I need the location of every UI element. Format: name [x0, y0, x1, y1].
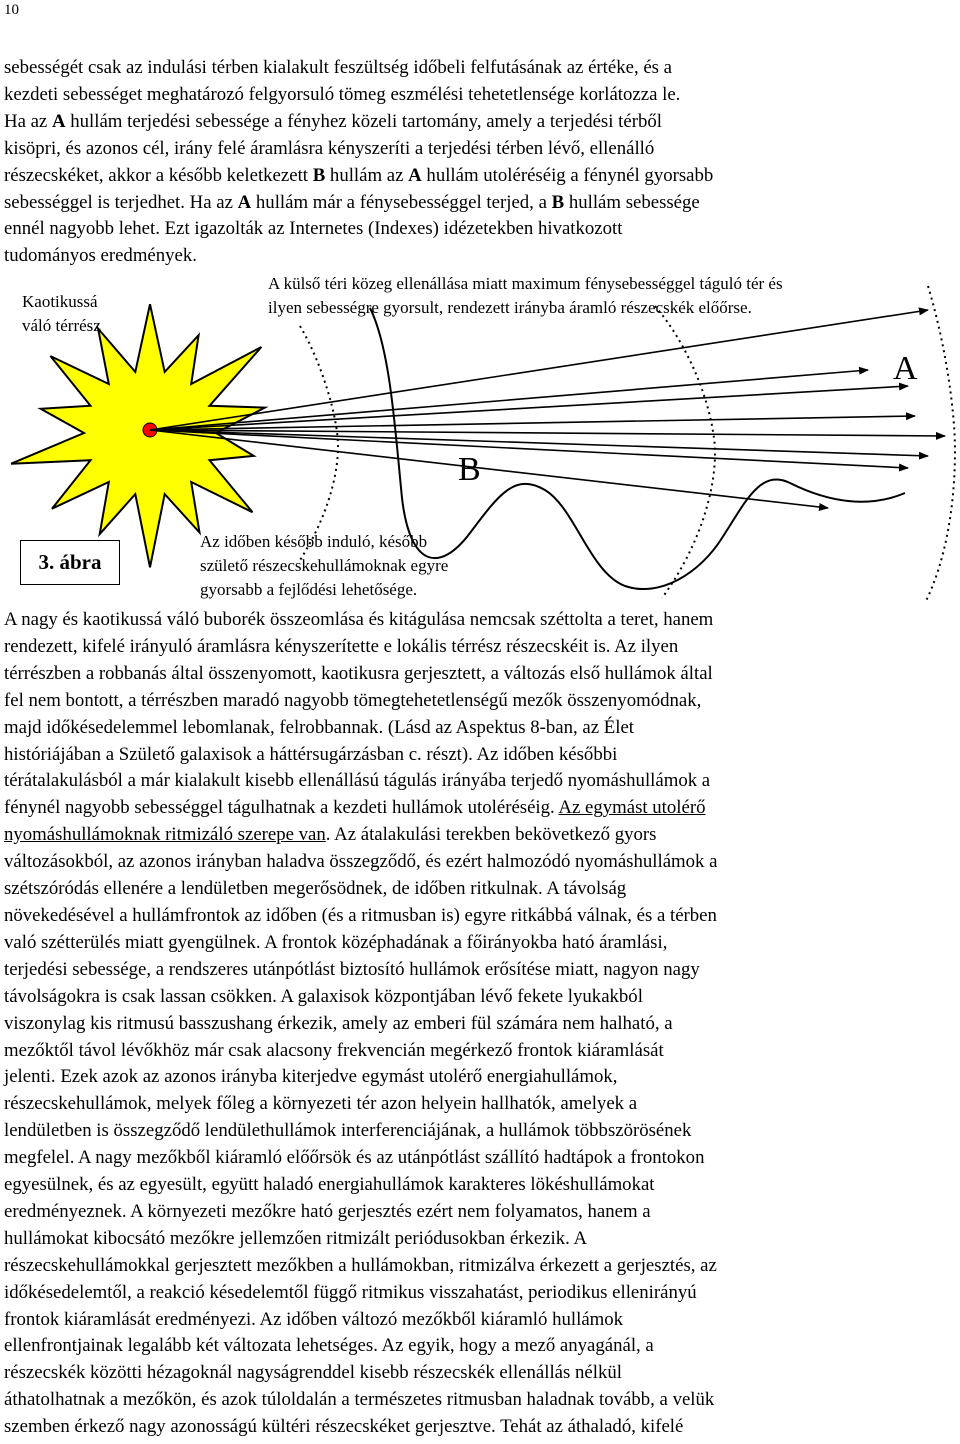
outer-medium-label-line1: A külső téri közeg ellenállása miatt maximum fénysebességgel táguló tér és: [268, 274, 783, 293]
wave-b-label: B: [458, 451, 481, 488]
text-line: [4, 661, 956, 688]
propagation-arrow: [150, 370, 868, 430]
text-line: [4, 607, 956, 634]
text-segment: kisöpri, és azonos cél, irány felé áramlásra kényszeríti a terjedési térben lévő, ellenálló: [4, 137, 655, 159]
text-segment: kezdeti sebességet meghatározó felgyorsuló tömeg eszmélési tehetetlensége korlátozza le.: [4, 83, 681, 105]
bold-wave-letter: A: [237, 191, 252, 213]
text-segment: hullám már a fénysebességgel terjed, a: [251, 191, 552, 213]
text-segment: változásokból, az azonos irányban haladva összegződő, és ezért halmozódó nyomáshullámok a: [4, 851, 718, 873]
text-segment: majd időkésedelemmel lebomlanak, felrobbannak. (Lásd az Aspektus 8-ban, az Élet: [4, 716, 634, 738]
text-segment: hullám sebessége: [564, 191, 700, 213]
text-line: [4, 1038, 956, 1065]
figure-caption-line1: Az időben később induló, később: [200, 532, 428, 551]
text-line: [4, 768, 956, 795]
wave-b-line: [370, 308, 905, 589]
underlined-text: Az egymást utolérő: [558, 797, 706, 819]
text-segment: ellenfrontjainak legalább két változata lehetséges. Az egyik, hogy a mező anyagánál, a: [4, 1335, 654, 1357]
text-segment: . Az átalakulási terekben bekövetkező gyors: [325, 824, 657, 846]
text-segment: mezőktől távol lévőkhöz már csak alacsony frekvencián megérkező frontok kiáramlását: [4, 1039, 664, 1061]
text-line: [4, 1387, 956, 1414]
text-segment: szemben érkező nagy azonosságú kültéri részecskéket gerjesztve. Tehát az áthaladó, kifelé: [4, 1416, 684, 1438]
text-line: [4, 1199, 956, 1226]
text-segment: históriájában a Születő galaxisok a háttérsugárzásban c. részt). Az időben későbbi: [4, 743, 618, 765]
text-segment: jelenti. Ezek azok az azonos irányba kiterjedve egymást utolérő energiahullámok,: [4, 1066, 618, 1088]
text-segment: részecskék közötti hézagoknál nagyságrenddel kisebb részecskék ellenállás nélkül: [4, 1362, 622, 1384]
text-segment: áthatolhatnak a mezőkön, és azok túloldalán a természetes ritmusban haladnak tovább, a velük: [4, 1389, 715, 1411]
text-segment: részecskéket, akkor a később keletkezett: [4, 164, 313, 186]
text-segment: sebességgel is terjedhet. Ha az: [4, 191, 238, 213]
propagation-arrow: [150, 430, 908, 468]
wave-a-label: A: [893, 350, 918, 387]
text-line: [4, 1360, 956, 1387]
text-line: [4, 109, 956, 136]
text-line: [4, 957, 956, 984]
text-segment: lendületben is összegződő lendülethullámok interferenciájának, a hullámok többszörösének: [4, 1120, 692, 1142]
page-number: 10: [4, 2, 19, 18]
text-segment: szétszóródás ellenére a lendületben megerősödnek, de időben ritkulnak. A távolság: [4, 878, 627, 900]
propagation-arrow: [150, 310, 928, 430]
underlined-text: nyomáshullámoknak ritmizáló szerepe van: [4, 824, 326, 846]
chaotic-label-line2: váló térrész: [22, 316, 101, 335]
text-segment: A nagy és kaotikussá váló buborék összeomlása és kitágulása nemcsak széttolta a teret, hanem: [4, 609, 714, 630]
text-segment: időkésedelemtől, a reakció késedelemtől függő ritmikus visszahatást, periodikus ellenirányú: [4, 1281, 697, 1303]
figure-caption-line2: születő részecskehullámoknak egyre: [200, 556, 449, 575]
text-segment: való szétterülés miatt gyengülnek. A frontok középhadának a főirányokba ható áramlási,: [4, 931, 668, 953]
text-segment: hullám utoléréséig a fénynél gyorsabb: [421, 164, 714, 186]
body-paragraph: [4, 607, 956, 1441]
text-segment: hullámokat kibocsátó mezőkre jellemzően ritmizált periódusokban érkezik. A: [4, 1227, 588, 1249]
intro-paragraph: [4, 55, 956, 270]
text-segment: frontok kiáramlását eredményezi. Az időben változó mezőkből kiáramló hullámok: [4, 1308, 624, 1330]
text-segment: tudományos eredmények.: [4, 245, 197, 267]
wavefront-middle-dotted: [655, 306, 715, 598]
text-line: [4, 1172, 956, 1199]
text-line: [4, 55, 956, 82]
figure-caption-line3: gyorsabb a fejlődési lehetősége.: [200, 580, 418, 599]
text-segment: ennél nagyobb lehet. Ezt igazolták az Internetes (Indexes) idézetekben hivatkozott: [4, 218, 623, 240]
text-segment: térrészben a robbanás által összenyomott, kaotikusra gerjesztett, a változás első hullámok által: [4, 662, 713, 684]
text-segment: terjedési sebessége, a rendszeres utánpótlást biztosító hullámok erősítése miatt, nagyon nagy: [4, 958, 700, 980]
text-segment: rendezett, kifelé irányuló áramlásra kényszerítette e lokális térrész részecskéit is. Az ilyen: [4, 635, 679, 657]
chaotic-region-label: [22, 290, 128, 352]
text-segment: részecskehullámokkal gerjesztett mezőkben a hullámokban, ritmizálva érkezett a gerjesztés, az: [4, 1254, 717, 1276]
text-line: [4, 243, 956, 270]
text-segment: megfelel. A nagy mezőkből kiáramló előőrsök és az utánpótlást szállító hadtápok a frontokon: [4, 1147, 705, 1169]
text-line: [4, 1011, 956, 1038]
text-line: [4, 216, 956, 243]
chaotic-label-line1: Kaotikussá: [22, 292, 98, 311]
text-line: [4, 1280, 956, 1307]
bold-wave-letter: A: [408, 164, 422, 186]
text-line: [4, 1064, 956, 1091]
text-line: [4, 688, 956, 715]
text-line: [4, 163, 956, 190]
outer-medium-label-line2: ilyen sebességre gyorsult, rendezett irányba áramló részecskék előőrse.: [268, 298, 752, 317]
text-line: [4, 1307, 956, 1334]
text-line: [4, 136, 956, 163]
bold-wave-letter: B: [312, 164, 326, 186]
bold-wave-letter: A: [51, 110, 66, 132]
bold-wave-letter: B: [551, 191, 565, 213]
text-segment: hullám terjedési sebessége a fényhez közeli tartomány, amely a terjedési térből: [65, 110, 662, 132]
text-line: [4, 82, 956, 109]
text-segment: fel nem bontott, a térrészben maradó nagyobb tömegtehetetlenségű mezők összenyomódnak,: [4, 689, 702, 711]
text-line: [4, 903, 956, 930]
text-segment: növekedésével a hullámfrontok az időben (és a ritmusban is) egyre ritkábbá válnak, és a térben: [4, 904, 717, 926]
text-segment: viszonylag kis ritmusú basszushang érkezik, amely az emberi fül számára nem halható, a: [4, 1012, 673, 1034]
text-line: [4, 984, 956, 1011]
wavefront-inner-dotted: [300, 326, 338, 560]
propagation-arrow: [150, 430, 945, 436]
text-segment: részecskehullámok, melyek főleg a környezeti tér azon helyein hallhatók, amelyek a: [4, 1093, 638, 1115]
text-line: [4, 715, 956, 742]
text-line: [4, 634, 956, 661]
text-line: [4, 1414, 956, 1441]
text-segment: hullám az: [325, 164, 409, 186]
wavefront-outer-dotted: [925, 286, 955, 603]
text-segment: térátalakulásból a már kialakult kisebb ellenállású tágulás irányába terjedő nyomáshullámok a: [4, 770, 711, 792]
text-line: [4, 742, 956, 769]
text-line: [4, 1091, 956, 1118]
text-segment: eredményeznek. A környezeti mezőkre ható gerjesztés ezért nem folyamatos, hanem a: [4, 1200, 651, 1222]
text-line: [4, 795, 956, 822]
text-line: [4, 1145, 956, 1172]
text-line: [4, 190, 956, 217]
text-line: [4, 1333, 956, 1360]
text-line: [4, 930, 956, 957]
text-line: [4, 1118, 956, 1145]
text-segment: sebességét csak az indulási térben kialakult feszültség időbeli felfutásának az értéke, és a: [4, 57, 673, 78]
figure-3: [0, 268, 960, 603]
text-line: [4, 1226, 956, 1253]
text-line: [4, 876, 956, 903]
text-segment: távolságokra is csak lassan csökken. A galaxisok központjában lévő fekete lyukakból: [4, 985, 643, 1007]
text-line: [4, 1253, 956, 1280]
text-line: [4, 822, 956, 849]
figure-number: 3. ábra: [20, 540, 120, 585]
text-segment: Ha az: [4, 110, 52, 132]
text-segment: fénynél nagyobb sebességgel tágulhatnak a kezdeti hullámok utoléréséig.: [4, 797, 559, 819]
text-segment: egyesülnek, és az egyesült, együtt haladó energiahullámok karakteres lökéshullámokat: [4, 1174, 655, 1196]
text-line: [4, 849, 956, 876]
